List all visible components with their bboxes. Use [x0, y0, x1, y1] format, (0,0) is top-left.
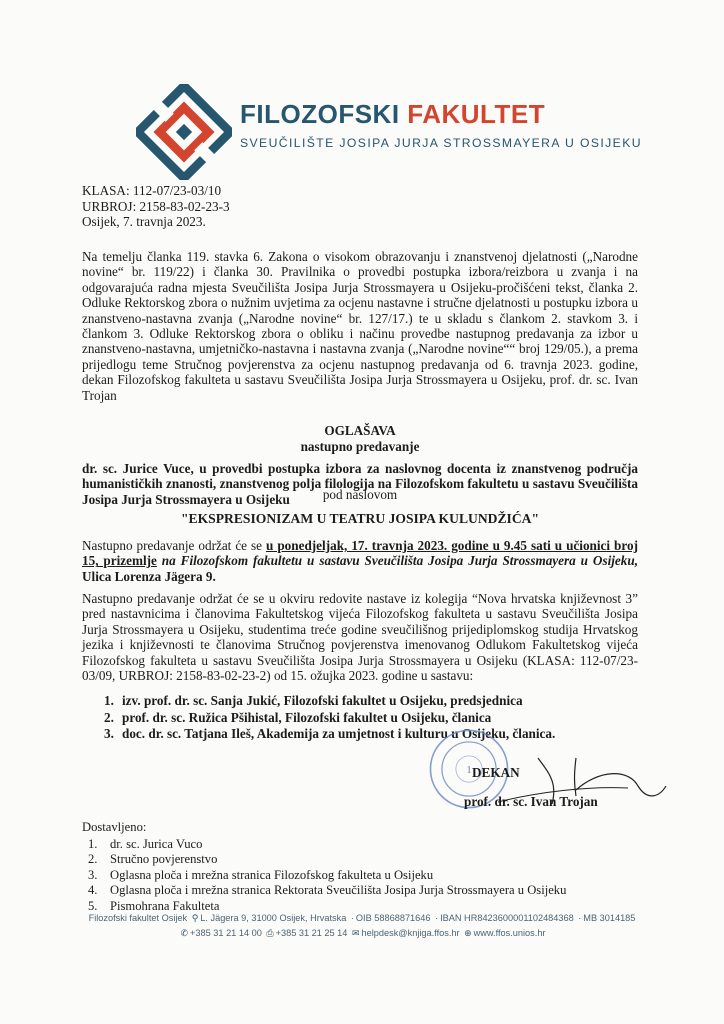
lecture-datetime: u ponedjeljak, 17. travnja 2023. godine u 9.45 sati u učionici broj 15, prizemlje	[82, 538, 638, 569]
list-item: 2. Stručno povjerenstvo	[88, 852, 218, 867]
heading-lecture: nastupno predavanje	[300, 439, 420, 454]
stamp-number: 1	[466, 765, 472, 777]
institution-name	[240, 99, 545, 130]
phone-icon: ✆	[180, 928, 189, 938]
under-title-label: pod naslovom	[322, 487, 398, 502]
dean-role: DEKAN	[472, 765, 520, 780]
footer-address: L. Jägera 9, 31000 Osijek, Hrvatska	[200, 913, 347, 923]
delivered-to-list	[82, 820, 566, 915]
footer-phone: +385 31 21 14 00	[190, 928, 262, 938]
lecture-address: Ulica Lorenza Jägera 9.	[82, 568, 216, 584]
list-item: 2. prof. dr. sc. Ružica Pšihistal, Filozofski fakultet u Osijeku, članica	[104, 709, 492, 725]
delivered-to-label: Dostavljeno:	[82, 820, 147, 834]
place-date: Osijek, 7. travnja 2023.	[82, 214, 206, 229]
footer-oib: OIB 58868871646	[355, 913, 431, 923]
urbroj: URBROJ: 2158-83-02-23-3	[82, 198, 230, 214]
globe-icon: ⊕	[464, 928, 472, 938]
footer-email: helpdesk@knjiga.ffos.hr	[361, 928, 460, 938]
list-item: 1. izv. prof. dr. sc. Sanja Jukić, Filozofski fakultet u Osijeku, predsjednica	[104, 693, 523, 708]
footer-org: Filozofski fakultet Osijek	[88, 913, 188, 923]
lecture-location: na Filozofskom fakultetu u sastavu Sveučilišta Josipa Jurja Strossmayera u Osijeku,	[156, 553, 638, 569]
candidate-paragraph: dr. sc. Jurice Vuce, u provedbi postupka izbora za naslovnog docenta iz znanstvenog područja humanističkih znanosti, znanstvenog polja filologija na Filozofskom fakultetu u sastavu Sveučilišta Josipa Jurja Strossmayera u Osijeku	[82, 461, 638, 507]
heading-announces: OGLAŠAVA	[324, 423, 396, 438]
footer-line-1: Filozofski fakultet Osijek ⚲ L. Jägera 9, 31000 Osijek, Hrvatska · OIB 58868871646 · IBAN HR8423600001102484368 · MB 3014185	[88, 913, 636, 923]
footer-iban: IBAN HR8423600001102484368	[440, 913, 574, 923]
list-item: 4. Oglasna ploča i mrežna stranica Rektorata Sveučilišta Josipa Jurja Strossmayera u Osijeku	[88, 883, 567, 898]
legal-basis-paragraph: Na temelju članka 119. stavka 6. Zakona o visokom obrazovanju i znanstvenoj djelatnosti („Narodne novine“ br. 119/22) i članka 30. Pravilnika o provedbi postupka izbora/reizbora u zvanja i na odgovarajuća radna mjesta Sveučilišta Josipa Jurja Strossmayera u Osijeku-pročišćeni tekst, članka 2. Odluke Rektorskog zbora o nužnim uvjetima za ocjenu nastavne i stručne djelatnosti u postupku izbora u znanstveno-nastavna zvanja („Narodne novine“ br. 127/17.) te u skladu s člankom 2. stavkom 3. i člankom 3. Odluke Rektorskog zbora o obliku i načinu provedbe nastupnog predavanja za izbor u znanstveno-nastavna, umjetničko-nastavna i nastavna zvanja („Narodne novine““ broj 129/05.), a prema prijedlogu teme Stručnog povjerenstva za ocjenu nastupnog predavanja od 6. travnja 2023. godine, dekan Filozofskog fakulteta u sastavu Sveučilišta Josipa Jurja Strossmayera u Osijeku, prof. dr. sc. Ivan Trojan	[82, 249, 638, 403]
list-item: 5. Pismohrana Fakulteta	[88, 898, 220, 913]
institution-subtitle: SVEUČILIŠTE JOSIPA JURJA STROSSMAYERA U OSIJEKU	[240, 136, 642, 150]
audience-paragraph: Nastupno predavanje održat će se u okviru redovite nastave iz kolegija “Nova hrvatska književnost 3” pred nastavnicima i članovima Fakultetskog vijeća Filozofskog fakulteta u sastavu Sveučilišta Josipa Jurja Strossmayera u Osijeku, studentima treće godine sveučilišnog prijediplomskog studija Hrvatskog jezika i književnosti te članovima Stručnog povjerenstva imenovanog Odlukom Fakultetskog vijeća Filozofskog fakulteta u sastavu Sveučilišta Josipa Jurja Strossmayera u Osijeku (KLASA: 112-07/23-03/09, URBROJ: 2158-83-02-23-2) od 15. ožujka 2023. godine u sastavu:	[82, 591, 638, 684]
footer-web: www.ffos.unios.hr	[473, 928, 546, 938]
dean-name: prof. dr. sc. Ivan Trojan	[464, 794, 598, 809]
lecture-title: "EKSPRESIONIZAM U TEATRU JOSIPA KULUNDŽIĆA"	[180, 511, 540, 526]
list-item: 3. doc. dr. sc. Tatjana Ileš, Akademija za umjetnost i kulturu u Osijeku, članica.	[104, 726, 556, 742]
institution-name-part1: FILOZOFSKI	[240, 99, 400, 129]
klasa: KLASA: 112-07/23-03/10	[82, 183, 222, 198]
email-icon: ✉	[351, 928, 360, 938]
footer-mb: MB 3014185	[583, 913, 636, 923]
location-pin-icon: ⚲	[191, 913, 199, 923]
institution-name-part2: FAKULTET	[407, 99, 546, 129]
handwritten-signature-icon	[478, 752, 668, 822]
lecture-time-paragraph	[82, 538, 638, 584]
lecture-time-prefix: Nastupno predavanje održat će se	[82, 538, 267, 553]
fax-icon: ⎙	[266, 928, 274, 938]
list-item: 3. Oglasna ploča i mrežna stranica Filozofskog fakulteta u Osijeku	[88, 867, 434, 882]
list-item: 1. dr. sc. Jurica Vuco	[88, 836, 203, 851]
document-meta	[82, 183, 230, 230]
footer-line-2	[0, 928, 724, 939]
footer-fax: +385 31 21 25 14	[275, 928, 348, 938]
faculty-logo-icon	[136, 84, 232, 180]
